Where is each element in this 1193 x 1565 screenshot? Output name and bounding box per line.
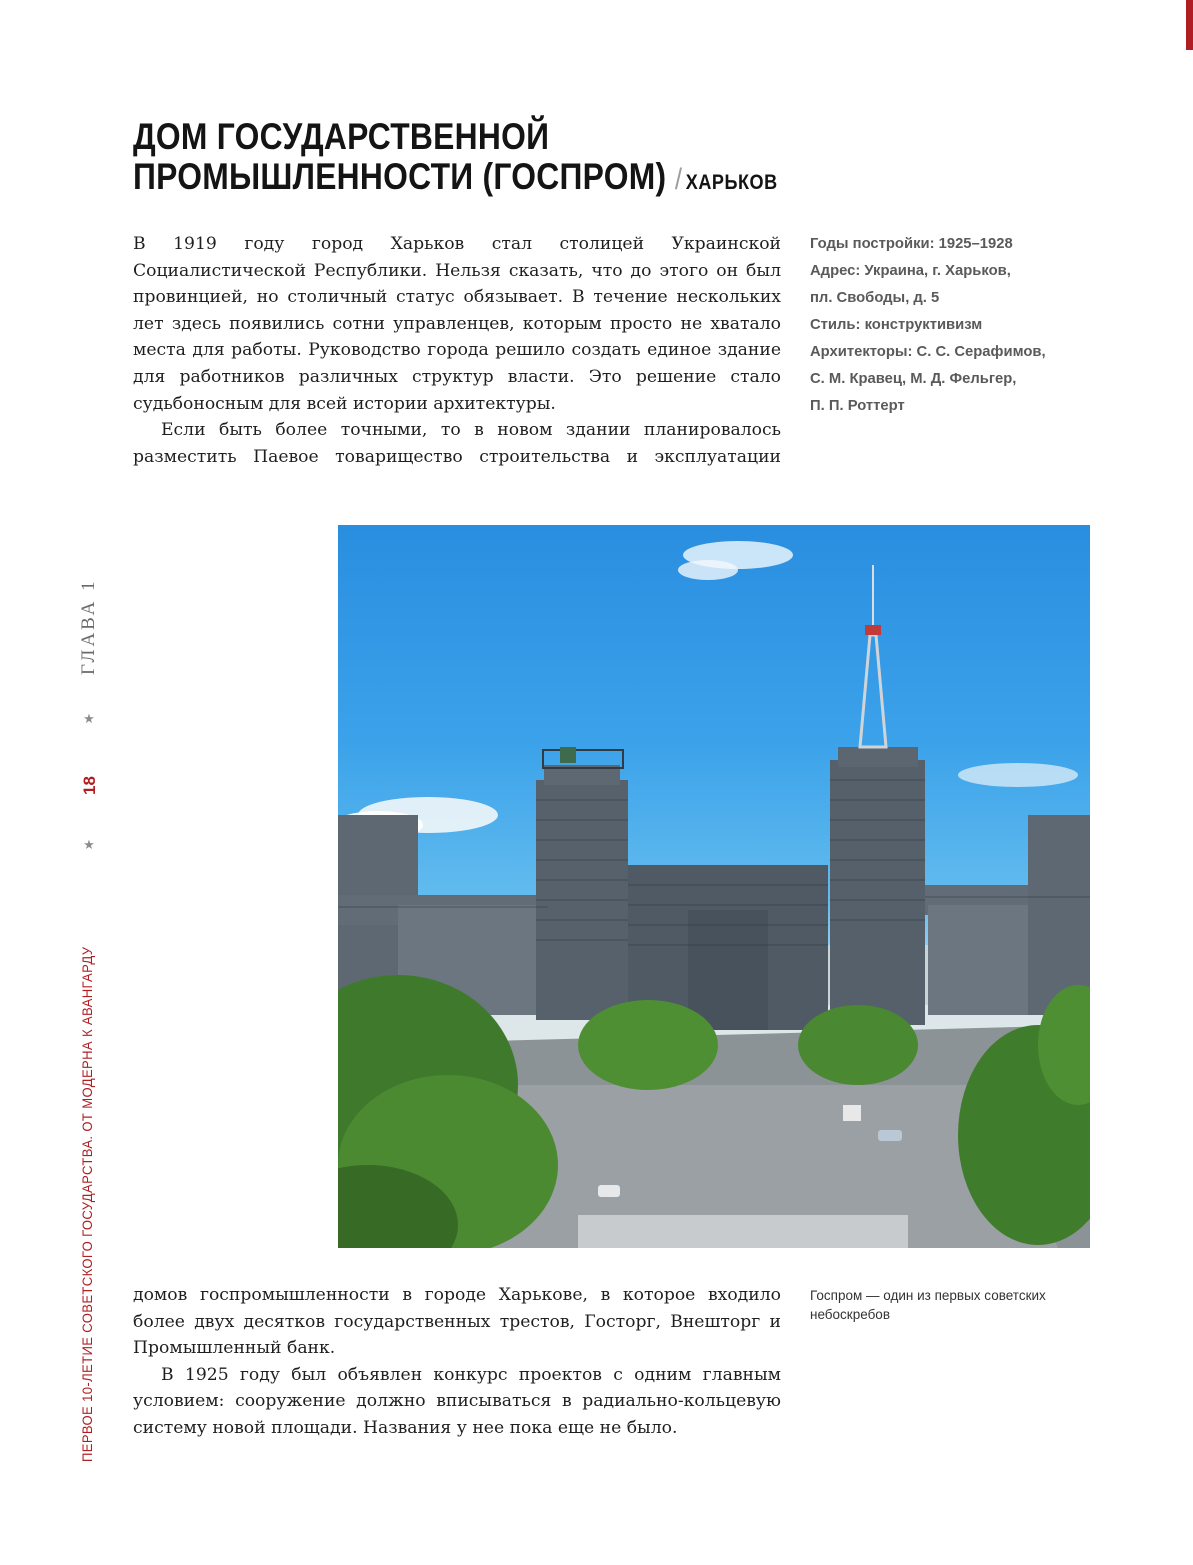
star-icon: ★ — [83, 838, 95, 853]
title-line-1: ДОМ ГОСУДАРСТВЕННОЙ — [133, 116, 550, 157]
title-separator: / — [674, 163, 683, 196]
fact-years: Годы постройки: 1925–1928 — [810, 236, 1013, 252]
gosprom-illustration — [338, 525, 1090, 1248]
paragraph-3: домов госпромышленности в городе Харькове, в которое входило более двух десятков государственных трестов, Госторг, Внешторг и Промышленный банк. — [133, 1285, 781, 1359]
paragraph-4: В 1925 году был объявлен конкурс проектов с одним главным условием: сооружение должно вписываться в радиально-кольцевую систему новой площади. Названия у нее пока еще не было. — [133, 1364, 781, 1438]
paragraph-1: В 1919 году город Харьков стал столицей Украинской Социалистической Республики. Нельзя сказать, что до этого он был провинцией, но столичный статус обязывает. В течение нескольких лет здесь появились сотни управленцев, которым просто не хватало места для работы. Руководство города решило создать единое здание для работников различных структур власти. Это решение стало судьбоносным для всей истории архитектуры. — [133, 234, 781, 414]
star-icon: ★ — [83, 712, 95, 727]
paragraph-2: Если быть более точными, то в новом здании планировалось разместить Паевое товарищество строительства и эксплуатации — [133, 420, 781, 467]
building-facts — [810, 231, 1070, 420]
running-title: ПЕРВОЕ 10-ЛЕТИЕ СОВЕТСКОГО ГОСУДАРСТВА. ОТ МОДЕРНА К АВАНГАРДУ — [80, 946, 96, 1462]
photo-caption: Госпром — один из первых советских небоскребов — [810, 1288, 1046, 1322]
fact-address-1: Адрес: Украина, г. Харьков, — [810, 263, 1011, 279]
fact-architects-3: П. П. Роттерт — [810, 398, 905, 414]
gosprom-photo — [338, 525, 1090, 1248]
fact-address-2: пл. Свободы, д. 5 — [810, 290, 940, 306]
fact-architects-1: Архитекторы: С. С. Серафимов, — [810, 344, 1046, 360]
title-city: ХАРЬКОВ — [685, 171, 778, 194]
chapter-label: ГЛАВА 1 — [78, 578, 99, 675]
article-title — [133, 117, 838, 203]
fact-style: Стиль: конструктивизм — [810, 317, 983, 333]
title-line-2 — [133, 157, 838, 203]
body-text-bottom — [133, 1282, 781, 1442]
corner-accent-bar — [1186, 0, 1193, 50]
fact-architects-2: С. М. Кравец, М. Д. Фельгер, — [810, 371, 1017, 387]
page-number: 18 — [80, 776, 99, 795]
body-text-top — [133, 231, 781, 470]
title-line-2-text: ПРОМЫШЛЕННОСТИ (ГОСПРОМ) — [133, 156, 667, 197]
